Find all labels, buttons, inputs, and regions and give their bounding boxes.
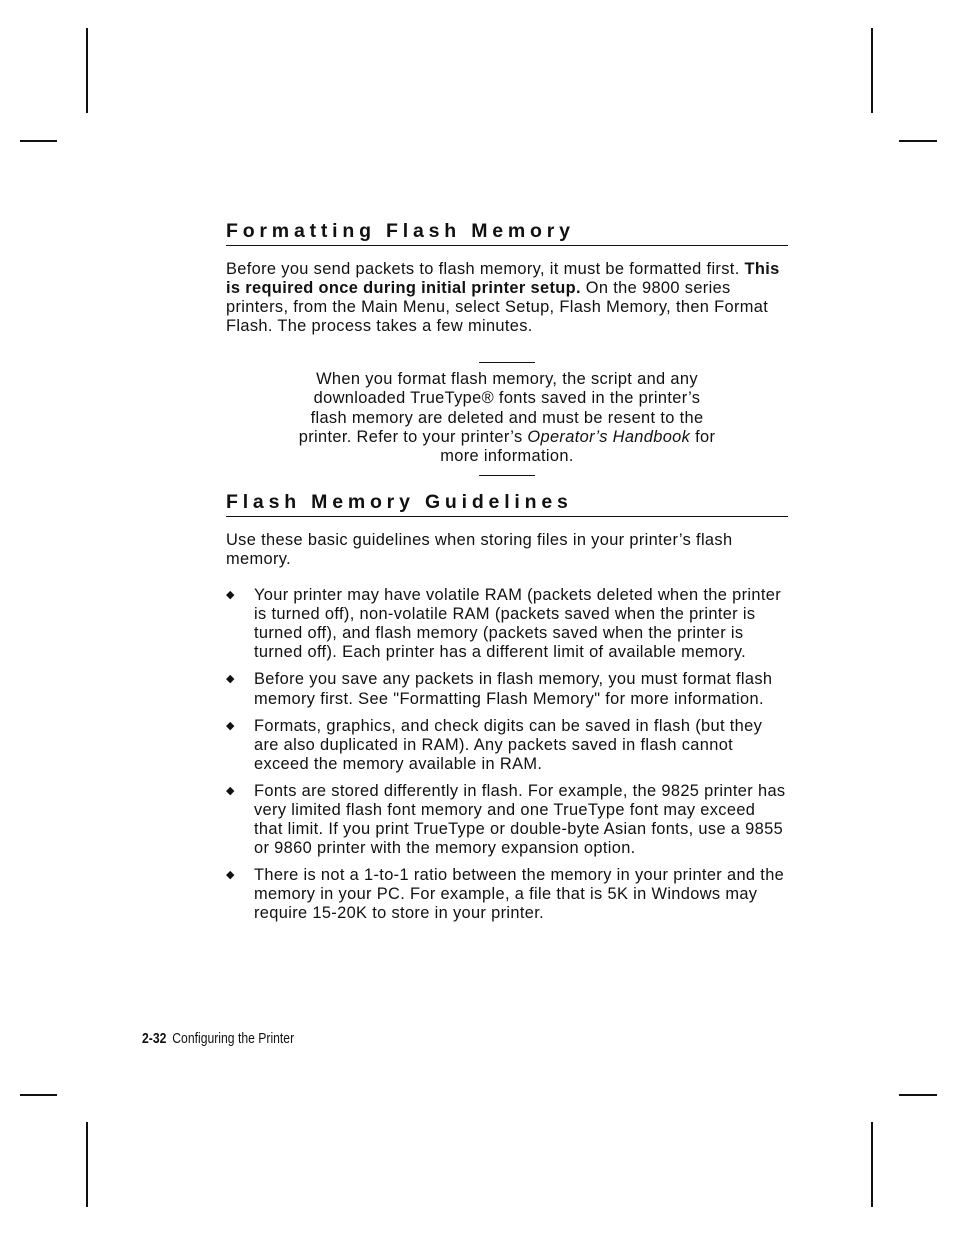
guidelines-intro: Use these basic guidelines when storing files in your printer’s flash memory. [226, 530, 733, 568]
diamond-bullet-icon: ◆ [226, 589, 235, 602]
list-item-text: Before you save any packets in flash memory, you must format flash memory first. See "Formatting Flash Memory" for more information. [254, 670, 773, 708]
chapter-title: Configuring the Printer [172, 1031, 295, 1047]
page-footer [142, 1031, 294, 1047]
formatting-paragraph [226, 260, 788, 336]
list-item [226, 586, 788, 662]
list-item-text: Your printer may have volatile RAM (packets deleted when the printer is turned off), non-volatile RAM (packets saved when the printer is turned off), and flash memory (packets saved when the printer is turned off). Each printer has a different limit of available memory. [254, 586, 782, 662]
note-run-italic: Operator’s Handbook [527, 427, 691, 446]
section-heading-formatting-flash-memory: Formatting Flash Memory [226, 218, 788, 246]
note-box [297, 362, 717, 475]
list-item [226, 670, 788, 708]
list-item-text: Fonts are stored differently in flash. For example, the 9825 printer has very limited flash font memory and one TrueType font may exceed that limit. If you print TrueType or double-byte Asian fonts, use a 9855 or 9860 printer with the memory expansion option. [254, 781, 786, 858]
note-text [297, 370, 717, 465]
list-item [226, 866, 788, 923]
diamond-bullet-icon: ◆ [226, 673, 235, 686]
page-content [226, 218, 788, 932]
crop-mark-bottom-right-horizontal [899, 1094, 937, 1096]
section-heading-flash-memory-guidelines: Flash Memory Guidelines [226, 489, 788, 517]
para-run-bold: This is required once during initial printer setup. [226, 260, 780, 298]
crop-mark-top-right-vertical [871, 28, 873, 113]
note-run: for more information. [440, 427, 716, 465]
list-item [226, 782, 788, 858]
crop-mark-bottom-right-vertical [871, 1122, 873, 1207]
crop-mark-top-left-vertical [86, 28, 88, 113]
crop-mark-bottom-left-vertical [86, 1122, 88, 1207]
diamond-bullet-icon: ◆ [226, 784, 235, 797]
para-run: On the 9800 series printers, from the Main Menu, select Setup, Flash Memory, then Format Flash. The process takes a few minutes. [226, 279, 769, 336]
crop-mark-top-left-horizontal [20, 140, 57, 142]
guidelines-list [226, 586, 788, 924]
note-top-rule [479, 362, 535, 363]
note-bottom-rule [479, 475, 535, 476]
note-run: When you format flash memory, the script and any downloaded TrueType® fonts saved in the printer’s flash memory are deleted and must be resent to the printer. Refer to your printer’s [298, 370, 704, 446]
para-run: Before you send packets to flash memory, it must be formatted first. [226, 260, 745, 278]
crop-mark-top-right-horizontal [899, 140, 937, 142]
list-item-text: Formats, graphics, and check digits can be saved in flash (but they are also duplicated in RAM). Any packets saved in flash cannot exceed the memory available in RAM. [254, 716, 763, 773]
diamond-bullet-icon: ◆ [226, 869, 235, 882]
list-item-text: There is not a 1-to-1 ratio between the memory in your printer and the memory in your PC. For example, a file that is 5K in Windows may require 15-20K to store in your printer. [254, 866, 785, 923]
page-number: 2-32 [142, 1031, 167, 1047]
diamond-bullet-icon: ◆ [226, 719, 235, 732]
list-item [226, 717, 788, 774]
crop-mark-bottom-left-horizontal [20, 1094, 57, 1096]
